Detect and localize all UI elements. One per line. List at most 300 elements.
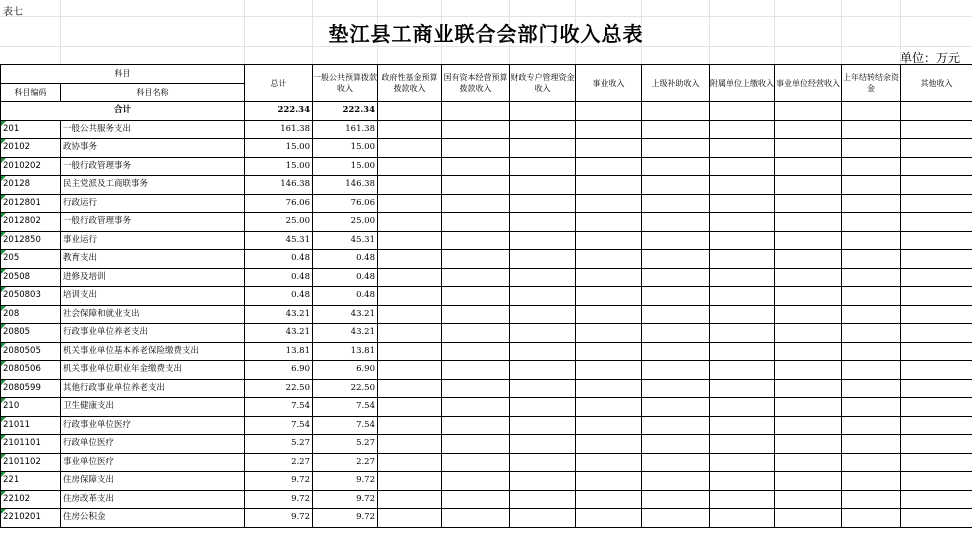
- empty-cell[interactable]: [901, 416, 972, 435]
- empty-cell[interactable]: [842, 250, 901, 269]
- subject-code-cell[interactable]: [1, 287, 61, 306]
- empty-cell[interactable]: [901, 509, 972, 528]
- empty-cell[interactable]: [710, 102, 775, 121]
- empty-cell[interactable]: [710, 139, 775, 158]
- total-cell[interactable]: 15.00: [245, 139, 313, 158]
- empty-cell[interactable]: [901, 194, 972, 213]
- subject-code-cell[interactable]: [1, 139, 61, 158]
- empty-cell[interactable]: [510, 509, 576, 528]
- empty-cell[interactable]: [901, 213, 972, 232]
- empty-cell[interactable]: [842, 157, 901, 176]
- empty-cell[interactable]: [442, 453, 510, 472]
- empty-cell[interactable]: [775, 120, 842, 139]
- empty-cell[interactable]: [378, 435, 442, 454]
- empty-cell[interactable]: [901, 250, 972, 269]
- subject-name-cell[interactable]: 一般行政管理事务: [61, 157, 245, 176]
- subject-code-cell[interactable]: [1, 194, 61, 213]
- empty-cell[interactable]: [378, 453, 442, 472]
- empty-cell[interactable]: [842, 176, 901, 195]
- empty-cell[interactable]: [775, 509, 842, 528]
- empty-cell[interactable]: [842, 342, 901, 361]
- header-subject[interactable]: 科目: [1, 65, 245, 84]
- total-cell[interactable]: 76.06: [245, 194, 313, 213]
- general-budget-cell[interactable]: 43.21: [313, 305, 378, 324]
- empty-cell[interactable]: [510, 361, 576, 380]
- empty-cell[interactable]: [510, 157, 576, 176]
- subject-name-cell[interactable]: 社会保障和就业支出: [61, 305, 245, 324]
- total-cell[interactable]: 7.54: [245, 416, 313, 435]
- general-budget-cell[interactable]: 45.31: [313, 231, 378, 250]
- empty-cell[interactable]: [842, 231, 901, 250]
- empty-cell[interactable]: [710, 324, 775, 343]
- total-cell[interactable]: 2.27: [245, 453, 313, 472]
- empty-cell[interactable]: [842, 268, 901, 287]
- subject-name-cell[interactable]: 事业单位医疗: [61, 453, 245, 472]
- empty-cell[interactable]: [642, 268, 710, 287]
- empty-cell[interactable]: [378, 231, 442, 250]
- empty-cell[interactable]: [378, 194, 442, 213]
- empty-cell[interactable]: [576, 490, 642, 509]
- general-budget-cell[interactable]: 43.21: [313, 324, 378, 343]
- empty-cell[interactable]: [576, 268, 642, 287]
- empty-cell[interactable]: [378, 213, 442, 232]
- subject-code-cell[interactable]: [1, 416, 61, 435]
- general-budget-cell[interactable]: 2.27: [313, 453, 378, 472]
- empty-cell[interactable]: [710, 342, 775, 361]
- empty-cell[interactable]: [510, 139, 576, 158]
- empty-cell[interactable]: [576, 398, 642, 417]
- subject-name-cell[interactable]: 政协事务: [61, 139, 245, 158]
- empty-cell[interactable]: [378, 176, 442, 195]
- empty-cell[interactable]: [378, 120, 442, 139]
- header-general-budget[interactable]: 一般公共预算拨款收入: [313, 65, 378, 102]
- total-cell[interactable]: 5.27: [245, 435, 313, 454]
- empty-cell[interactable]: [642, 398, 710, 417]
- empty-cell[interactable]: [710, 250, 775, 269]
- empty-cell[interactable]: [842, 453, 901, 472]
- empty-cell[interactable]: [510, 305, 576, 324]
- total-cell[interactable]: 9.72: [245, 490, 313, 509]
- empty-cell[interactable]: [901, 139, 972, 158]
- general-budget-cell[interactable]: 9.72: [313, 509, 378, 528]
- empty-cell[interactable]: [901, 361, 972, 380]
- empty-cell[interactable]: [576, 231, 642, 250]
- empty-cell[interactable]: [642, 120, 710, 139]
- empty-cell[interactable]: [510, 213, 576, 232]
- empty-cell[interactable]: [710, 176, 775, 195]
- total-cell[interactable]: 22.50: [245, 379, 313, 398]
- empty-cell[interactable]: [642, 176, 710, 195]
- empty-cell[interactable]: [775, 342, 842, 361]
- empty-cell[interactable]: [576, 324, 642, 343]
- empty-cell[interactable]: [510, 453, 576, 472]
- empty-cell[interactable]: [842, 194, 901, 213]
- total-cell[interactable]: 7.54: [245, 398, 313, 417]
- subject-code-cell[interactable]: [1, 250, 61, 269]
- empty-cell[interactable]: [442, 268, 510, 287]
- subject-name-cell[interactable]: 住房公积金: [61, 509, 245, 528]
- empty-cell[interactable]: [510, 435, 576, 454]
- total-cell[interactable]: 161.38: [245, 120, 313, 139]
- empty-cell[interactable]: [378, 361, 442, 380]
- empty-cell[interactable]: [576, 157, 642, 176]
- subject-name-cell[interactable]: 机关事业单位基本养老保险缴费支出: [61, 342, 245, 361]
- empty-cell[interactable]: [442, 287, 510, 306]
- empty-cell[interactable]: [642, 194, 710, 213]
- empty-cell[interactable]: [576, 361, 642, 380]
- empty-cell[interactable]: [710, 305, 775, 324]
- empty-cell[interactable]: [442, 231, 510, 250]
- empty-cell[interactable]: [442, 324, 510, 343]
- unit-label[interactable]: 单位：万元: [899, 51, 960, 65]
- subject-code-cell[interactable]: [1, 379, 61, 398]
- empty-cell[interactable]: [775, 157, 842, 176]
- empty-cell[interactable]: [710, 231, 775, 250]
- subject-code-cell[interactable]: [1, 268, 61, 287]
- empty-cell[interactable]: [576, 194, 642, 213]
- general-budget-cell[interactable]: 161.38: [313, 120, 378, 139]
- empty-cell[interactable]: [710, 268, 775, 287]
- empty-cell[interactable]: [775, 213, 842, 232]
- empty-cell[interactable]: [642, 139, 710, 158]
- empty-cell[interactable]: [442, 102, 510, 121]
- empty-cell[interactable]: [842, 102, 901, 121]
- empty-cell[interactable]: [842, 509, 901, 528]
- empty-cell[interactable]: [378, 102, 442, 121]
- empty-cell[interactable]: [901, 176, 972, 195]
- header-total[interactable]: 总计: [245, 65, 313, 102]
- empty-cell[interactable]: [901, 157, 972, 176]
- empty-cell[interactable]: [775, 250, 842, 269]
- empty-cell[interactable]: [901, 490, 972, 509]
- empty-cell[interactable]: [642, 250, 710, 269]
- empty-cell[interactable]: [775, 379, 842, 398]
- empty-cell[interactable]: [510, 250, 576, 269]
- subject-name-cell[interactable]: 行政事业单位养老支出: [61, 324, 245, 343]
- empty-cell[interactable]: [710, 157, 775, 176]
- empty-cell[interactable]: [576, 453, 642, 472]
- empty-cell[interactable]: [510, 194, 576, 213]
- empty-cell[interactable]: [442, 490, 510, 509]
- empty-cell[interactable]: [901, 398, 972, 417]
- empty-cell[interactable]: [442, 398, 510, 417]
- general-budget-cell[interactable]: 7.54: [313, 398, 378, 417]
- empty-cell[interactable]: [642, 490, 710, 509]
- empty-cell[interactable]: [378, 268, 442, 287]
- empty-cell[interactable]: [901, 102, 972, 121]
- empty-cell[interactable]: [510, 342, 576, 361]
- total-cell[interactable]: 43.21: [245, 324, 313, 343]
- general-budget-cell[interactable]: 6.90: [313, 361, 378, 380]
- empty-cell[interactable]: [842, 472, 901, 491]
- empty-cell[interactable]: [775, 231, 842, 250]
- empty-cell[interactable]: [642, 509, 710, 528]
- total-cell[interactable]: 15.00: [245, 157, 313, 176]
- empty-cell[interactable]: [576, 176, 642, 195]
- subject-name-cell[interactable]: 住房保障支出: [61, 472, 245, 491]
- empty-cell[interactable]: [510, 231, 576, 250]
- total-cell[interactable]: 146.38: [245, 176, 313, 195]
- empty-cell[interactable]: [442, 305, 510, 324]
- empty-cell[interactable]: [378, 342, 442, 361]
- total-cell[interactable]: 9.72: [245, 472, 313, 491]
- empty-cell[interactable]: [576, 213, 642, 232]
- empty-cell[interactable]: [510, 324, 576, 343]
- subject-code-cell[interactable]: [1, 361, 61, 380]
- total-cell-total[interactable]: 222.34: [245, 102, 313, 121]
- empty-cell[interactable]: [842, 416, 901, 435]
- header-subject-code[interactable]: 科目编码: [1, 83, 61, 102]
- empty-cell[interactable]: [510, 102, 576, 121]
- empty-cell[interactable]: [901, 342, 972, 361]
- empty-cell[interactable]: [510, 268, 576, 287]
- empty-cell[interactable]: [901, 120, 972, 139]
- empty-cell[interactable]: [642, 102, 710, 121]
- general-budget-cell[interactable]: 15.00: [313, 157, 378, 176]
- subject-code-cell[interactable]: [1, 453, 61, 472]
- subject-code-cell[interactable]: [1, 490, 61, 509]
- empty-cell[interactable]: [510, 379, 576, 398]
- empty-cell[interactable]: [842, 139, 901, 158]
- empty-cell[interactable]: [442, 379, 510, 398]
- empty-cell[interactable]: [642, 435, 710, 454]
- subject-name-cell[interactable]: 进修及培训: [61, 268, 245, 287]
- empty-cell[interactable]: [510, 120, 576, 139]
- empty-cell[interactable]: [775, 435, 842, 454]
- subject-code-cell[interactable]: [1, 324, 61, 343]
- header-other-income[interactable]: 其他收入: [901, 65, 972, 102]
- subject-code-cell[interactable]: [1, 120, 61, 139]
- header-affiliate-payment[interactable]: 附属单位上缴收入: [710, 65, 775, 102]
- general-budget-cell[interactable]: 13.81: [313, 342, 378, 361]
- empty-cell[interactable]: [842, 120, 901, 139]
- empty-cell[interactable]: [710, 509, 775, 528]
- subject-name-cell[interactable]: 事业运行: [61, 231, 245, 250]
- empty-cell[interactable]: [775, 490, 842, 509]
- empty-cell[interactable]: [576, 305, 642, 324]
- subject-name-cell[interactable]: 民主党派及工商联事务: [61, 176, 245, 195]
- total-cell[interactable]: 6.90: [245, 361, 313, 380]
- empty-cell[interactable]: [510, 490, 576, 509]
- total-cell[interactable]: 0.48: [245, 287, 313, 306]
- subject-code-cell[interactable]: [1, 398, 61, 417]
- subject-name-cell[interactable]: 行政单位医疗: [61, 435, 245, 454]
- general-budget-cell[interactable]: 0.48: [313, 268, 378, 287]
- empty-cell[interactable]: [642, 379, 710, 398]
- empty-cell[interactable]: [710, 379, 775, 398]
- empty-cell[interactable]: [442, 342, 510, 361]
- empty-cell[interactable]: [710, 120, 775, 139]
- general-budget-cell[interactable]: 15.00: [313, 139, 378, 158]
- empty-cell[interactable]: [775, 176, 842, 195]
- empty-cell[interactable]: [842, 361, 901, 380]
- header-state-capital[interactable]: 国有资本经营预算拨款收入: [442, 65, 510, 102]
- empty-cell[interactable]: [775, 305, 842, 324]
- empty-cell[interactable]: [378, 139, 442, 158]
- header-superior-subsidy[interactable]: 上级补助收入: [642, 65, 710, 102]
- empty-cell[interactable]: [842, 435, 901, 454]
- empty-cell[interactable]: [442, 435, 510, 454]
- empty-cell[interactable]: [842, 324, 901, 343]
- header-business-income[interactable]: 事业收入: [576, 65, 642, 102]
- empty-cell[interactable]: [378, 157, 442, 176]
- empty-cell[interactable]: [710, 490, 775, 509]
- total-cell[interactable]: 13.81: [245, 342, 313, 361]
- empty-cell[interactable]: [442, 213, 510, 232]
- total-cell[interactable]: 9.72: [245, 509, 313, 528]
- empty-cell[interactable]: [775, 453, 842, 472]
- general-budget-cell[interactable]: 25.00: [313, 213, 378, 232]
- general-budget-cell[interactable]: 9.72: [313, 490, 378, 509]
- empty-cell[interactable]: [576, 102, 642, 121]
- empty-cell[interactable]: [842, 287, 901, 306]
- subject-code-cell[interactable]: [1, 435, 61, 454]
- subject-code-cell[interactable]: [1, 472, 61, 491]
- subject-name-cell[interactable]: 行政事业单位医疗: [61, 416, 245, 435]
- header-carryover[interactable]: 上年结转结余资金: [842, 65, 901, 102]
- total-cell[interactable]: 43.21: [245, 305, 313, 324]
- empty-cell[interactable]: [901, 287, 972, 306]
- header-fiscal-account[interactable]: 财政专户管理资金收入: [510, 65, 576, 102]
- total-cell[interactable]: 0.48: [245, 250, 313, 269]
- header-operating-income[interactable]: 事业单位经营收入: [775, 65, 842, 102]
- empty-cell[interactable]: [576, 509, 642, 528]
- empty-cell[interactable]: [510, 398, 576, 417]
- empty-cell[interactable]: [442, 250, 510, 269]
- empty-cell[interactable]: [901, 305, 972, 324]
- empty-cell[interactable]: [642, 157, 710, 176]
- general-budget-cell[interactable]: 22.50: [313, 379, 378, 398]
- subject-name-cell[interactable]: 机关事业单位职业年金缴费支出: [61, 361, 245, 380]
- table-number-label[interactable]: 表七: [3, 7, 23, 18]
- empty-cell[interactable]: [510, 287, 576, 306]
- empty-cell[interactable]: [378, 398, 442, 417]
- empty-cell[interactable]: [576, 342, 642, 361]
- empty-cell[interactable]: [710, 398, 775, 417]
- empty-cell[interactable]: [510, 472, 576, 491]
- empty-cell[interactable]: [775, 361, 842, 380]
- empty-cell[interactable]: [442, 176, 510, 195]
- empty-cell[interactable]: [842, 213, 901, 232]
- subject-name-cell[interactable]: 卫生健康支出: [61, 398, 245, 417]
- empty-cell[interactable]: [576, 139, 642, 158]
- empty-cell[interactable]: [442, 416, 510, 435]
- total-label[interactable]: 合计: [1, 102, 245, 121]
- empty-cell[interactable]: [642, 213, 710, 232]
- subject-name-cell[interactable]: 其他行政事业单位养老支出: [61, 379, 245, 398]
- empty-cell[interactable]: [710, 361, 775, 380]
- empty-cell[interactable]: [901, 435, 972, 454]
- general-budget-cell[interactable]: 0.48: [313, 287, 378, 306]
- subject-name-cell[interactable]: 一般公共服务支出: [61, 120, 245, 139]
- empty-cell[interactable]: [901, 231, 972, 250]
- empty-cell[interactable]: [775, 324, 842, 343]
- empty-cell[interactable]: [576, 120, 642, 139]
- empty-cell[interactable]: [442, 472, 510, 491]
- empty-cell[interactable]: [378, 250, 442, 269]
- empty-cell[interactable]: [710, 213, 775, 232]
- subject-name-cell[interactable]: 住房改革支出: [61, 490, 245, 509]
- general-budget-cell[interactable]: 5.27: [313, 435, 378, 454]
- subject-code-cell[interactable]: [1, 509, 61, 528]
- total-cell-general[interactable]: 222.34: [313, 102, 378, 121]
- empty-cell[interactable]: [775, 287, 842, 306]
- empty-cell[interactable]: [642, 305, 710, 324]
- subject-name-cell[interactable]: 培训支出: [61, 287, 245, 306]
- empty-cell[interactable]: [710, 416, 775, 435]
- subject-code-cell[interactable]: [1, 342, 61, 361]
- empty-cell[interactable]: [576, 250, 642, 269]
- empty-cell[interactable]: [842, 305, 901, 324]
- subject-code-cell[interactable]: [1, 305, 61, 324]
- general-budget-cell[interactable]: 146.38: [313, 176, 378, 195]
- empty-cell[interactable]: [642, 231, 710, 250]
- empty-cell[interactable]: [710, 194, 775, 213]
- empty-cell[interactable]: [378, 472, 442, 491]
- empty-cell[interactable]: [642, 342, 710, 361]
- empty-cell[interactable]: [442, 509, 510, 528]
- empty-cell[interactable]: [378, 379, 442, 398]
- empty-cell[interactable]: [378, 416, 442, 435]
- empty-cell[interactable]: [842, 490, 901, 509]
- empty-cell[interactable]: [901, 453, 972, 472]
- empty-cell[interactable]: [901, 324, 972, 343]
- general-budget-cell[interactable]: 76.06: [313, 194, 378, 213]
- empty-cell[interactable]: [442, 139, 510, 158]
- empty-cell[interactable]: [842, 379, 901, 398]
- empty-cell[interactable]: [901, 472, 972, 491]
- empty-cell[interactable]: [775, 268, 842, 287]
- empty-cell[interactable]: [378, 287, 442, 306]
- empty-cell[interactable]: [576, 287, 642, 306]
- general-budget-cell[interactable]: 9.72: [313, 472, 378, 491]
- empty-cell[interactable]: [442, 361, 510, 380]
- empty-cell[interactable]: [901, 379, 972, 398]
- empty-cell[interactable]: [642, 453, 710, 472]
- empty-cell[interactable]: [842, 398, 901, 417]
- header-subject-name[interactable]: 科目名称: [61, 83, 245, 102]
- empty-cell[interactable]: [775, 472, 842, 491]
- subject-name-cell[interactable]: 行政运行: [61, 194, 245, 213]
- empty-cell[interactable]: [576, 435, 642, 454]
- subject-name-cell[interactable]: 一般行政管理事务: [61, 213, 245, 232]
- empty-cell[interactable]: [710, 472, 775, 491]
- empty-cell[interactable]: [642, 324, 710, 343]
- total-cell[interactable]: 25.00: [245, 213, 313, 232]
- empty-cell[interactable]: [901, 268, 972, 287]
- empty-cell[interactable]: [576, 472, 642, 491]
- empty-cell[interactable]: [378, 324, 442, 343]
- total-cell[interactable]: 0.48: [245, 268, 313, 287]
- empty-cell[interactable]: [642, 361, 710, 380]
- subject-name-cell[interactable]: 教育支出: [61, 250, 245, 269]
- empty-cell[interactable]: [442, 120, 510, 139]
- empty-cell[interactable]: [710, 287, 775, 306]
- report-title[interactable]: 垫江县工商业联合会部门收入总表: [328, 22, 644, 46]
- header-gov-fund[interactable]: 政府性基金预算拨款收入: [378, 65, 442, 102]
- subject-code-cell[interactable]: [1, 157, 61, 176]
- general-budget-cell[interactable]: 7.54: [313, 416, 378, 435]
- empty-cell[interactable]: [775, 139, 842, 158]
- empty-cell[interactable]: [378, 305, 442, 324]
- empty-cell[interactable]: [710, 453, 775, 472]
- empty-cell[interactable]: [642, 287, 710, 306]
- total-cell[interactable]: 45.31: [245, 231, 313, 250]
- empty-cell[interactable]: [576, 416, 642, 435]
- empty-cell[interactable]: [442, 157, 510, 176]
- empty-cell[interactable]: [775, 398, 842, 417]
- empty-cell[interactable]: [576, 379, 642, 398]
